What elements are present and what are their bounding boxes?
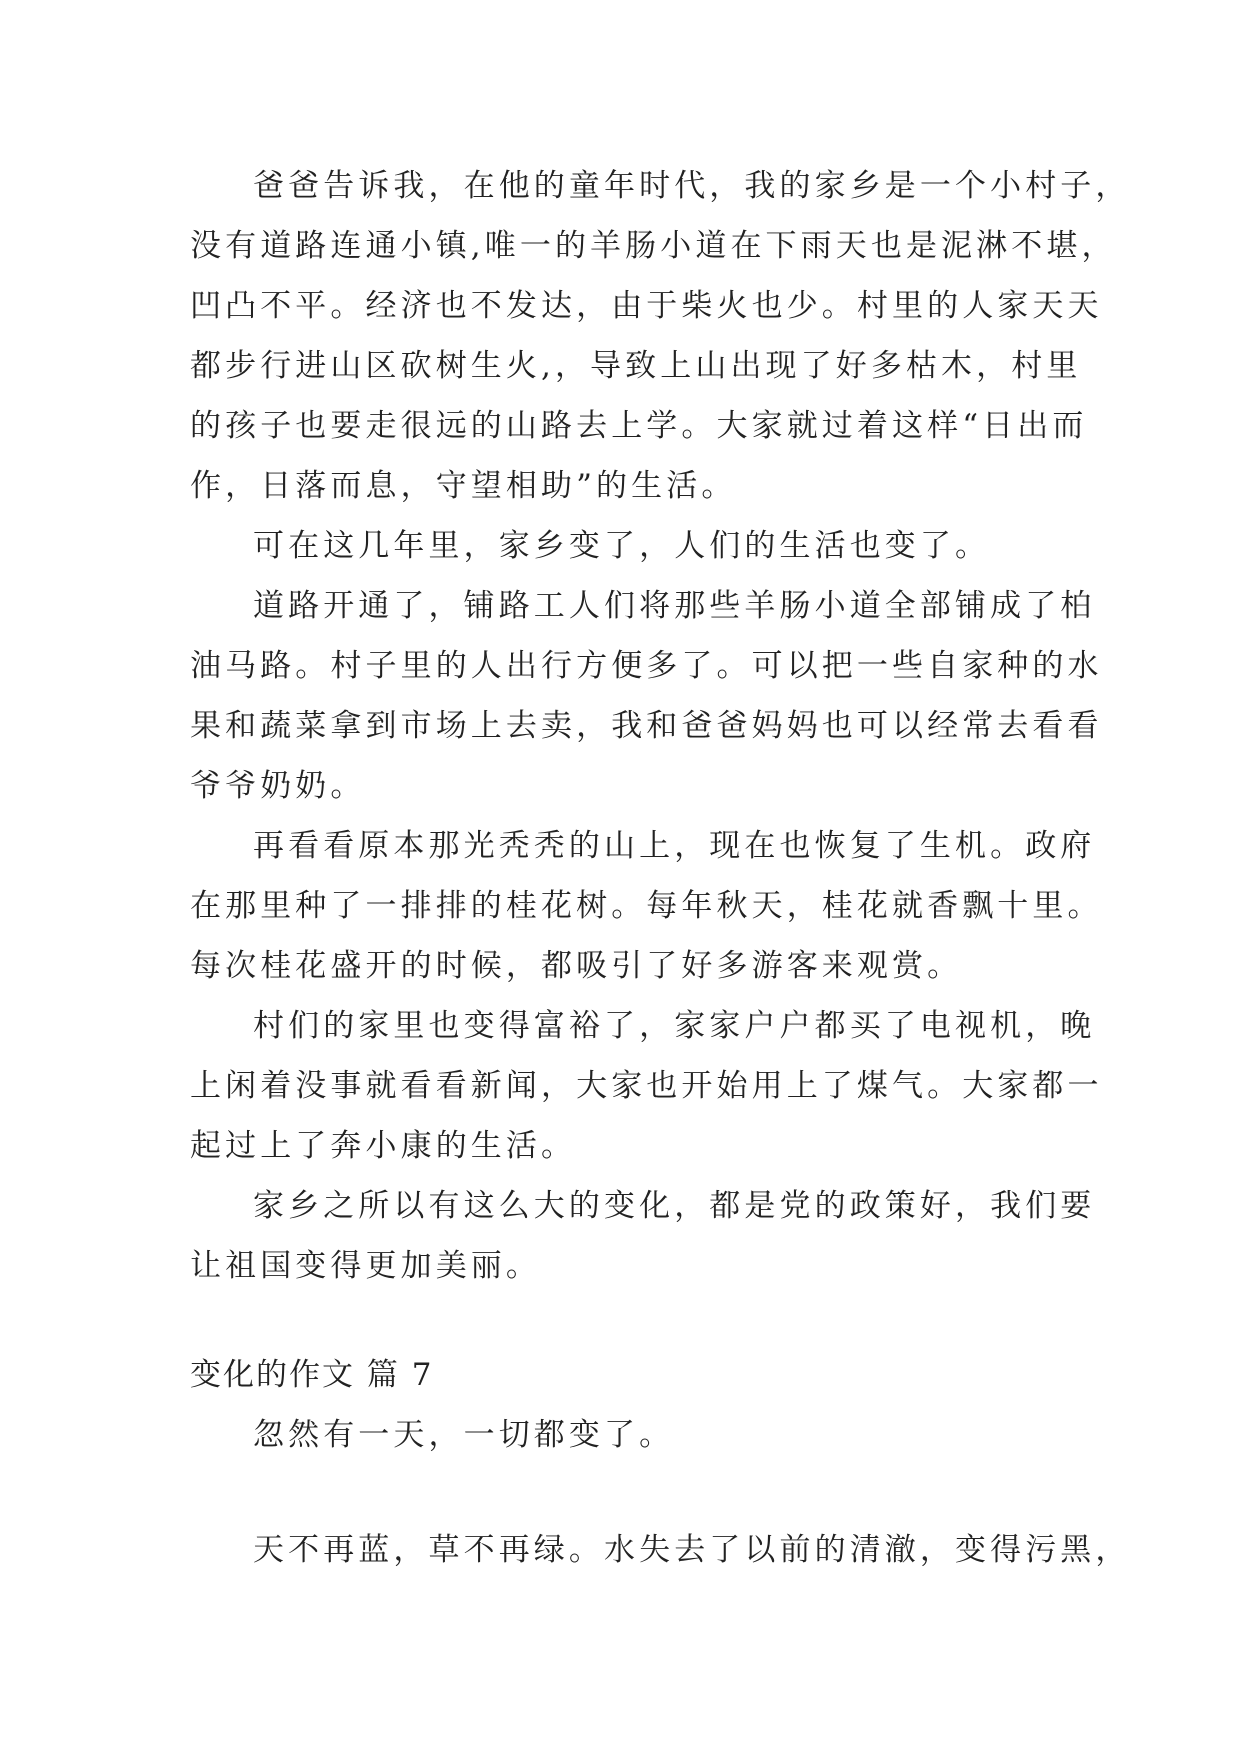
paragraph-2-line-1: 可在这几年里，家乡变了，人们的生活也变了。 bbox=[253, 528, 991, 564]
paragraph-1-line-2: 没有道路连通小镇,唯一的羊肠小道在下雨天也是泥淋不堪， bbox=[190, 228, 1117, 264]
paragraph-1-line-1: 爸爸告诉我，在他的童年时代，我的家乡是一个小村子， bbox=[253, 168, 1131, 204]
paragraph-8-line-1: 天不再蓝，草不再绿。水失去了以前的清澈，变得污黑， bbox=[253, 1532, 1131, 1568]
section-heading: 变化的作文 篇 7 bbox=[190, 1357, 434, 1393]
paragraph-1-line-3: 凹凸不平。经济也不发达，由于柴火也少。村里的人家天天 bbox=[190, 288, 1103, 324]
paragraph-5-line-2: 上闲着没事就看看新闻，大家也开始用上了煤气。大家都一 bbox=[190, 1068, 1103, 1104]
paragraph-3-line-2: 油马路。村子里的人出行方便多了。可以把一些自家种的水 bbox=[190, 648, 1103, 684]
paragraph-6-line-2: 让祖国变得更加美丽。 bbox=[190, 1248, 541, 1284]
paragraph-3-line-1: 道路开通了，铺路工人们将那些羊肠小道全部铺成了柏 bbox=[253, 588, 1096, 624]
paragraph-6-line-1: 家乡之所以有这么大的变化，都是党的政策好，我们要 bbox=[253, 1188, 1096, 1224]
paragraph-4-line-2: 在那里种了一排排的桂花树。每年秋天，桂花就香飘十里。 bbox=[190, 888, 1103, 924]
paragraph-5-line-3: 起过上了奔小康的生活。 bbox=[190, 1128, 577, 1164]
paragraph-4-line-1: 再看看原本那光秃秃的山上，现在也恢复了生机。政府 bbox=[253, 828, 1096, 864]
paragraph-1-line-4: 都步行进山区砍树生火,，导致上山出现了好多枯木，村里 bbox=[190, 348, 1082, 384]
paragraph-3-line-4: 爷爷奶奶。 bbox=[190, 768, 366, 804]
paragraph-7-line-1: 忽然有一天，一切都变了。 bbox=[253, 1417, 675, 1453]
paragraph-4-line-3: 每次桂花盛开的时候，都吸引了好多游客来观赏。 bbox=[190, 948, 963, 984]
paragraph-1-line-6: 作，日落而息，守望相助”的生活。 bbox=[190, 468, 737, 504]
paragraph-1-line-5: 的孩子也要走很远的山路去上学。大家就过着这样“日出而 bbox=[190, 408, 1088, 444]
paragraph-5-line-1: 村们的家里也变得富裕了，家家户户都买了电视机，晚 bbox=[253, 1008, 1096, 1044]
paragraph-3-line-3: 果和蔬菜拿到市场上去卖，我和爸爸妈妈也可以经常去看看 bbox=[190, 708, 1103, 744]
